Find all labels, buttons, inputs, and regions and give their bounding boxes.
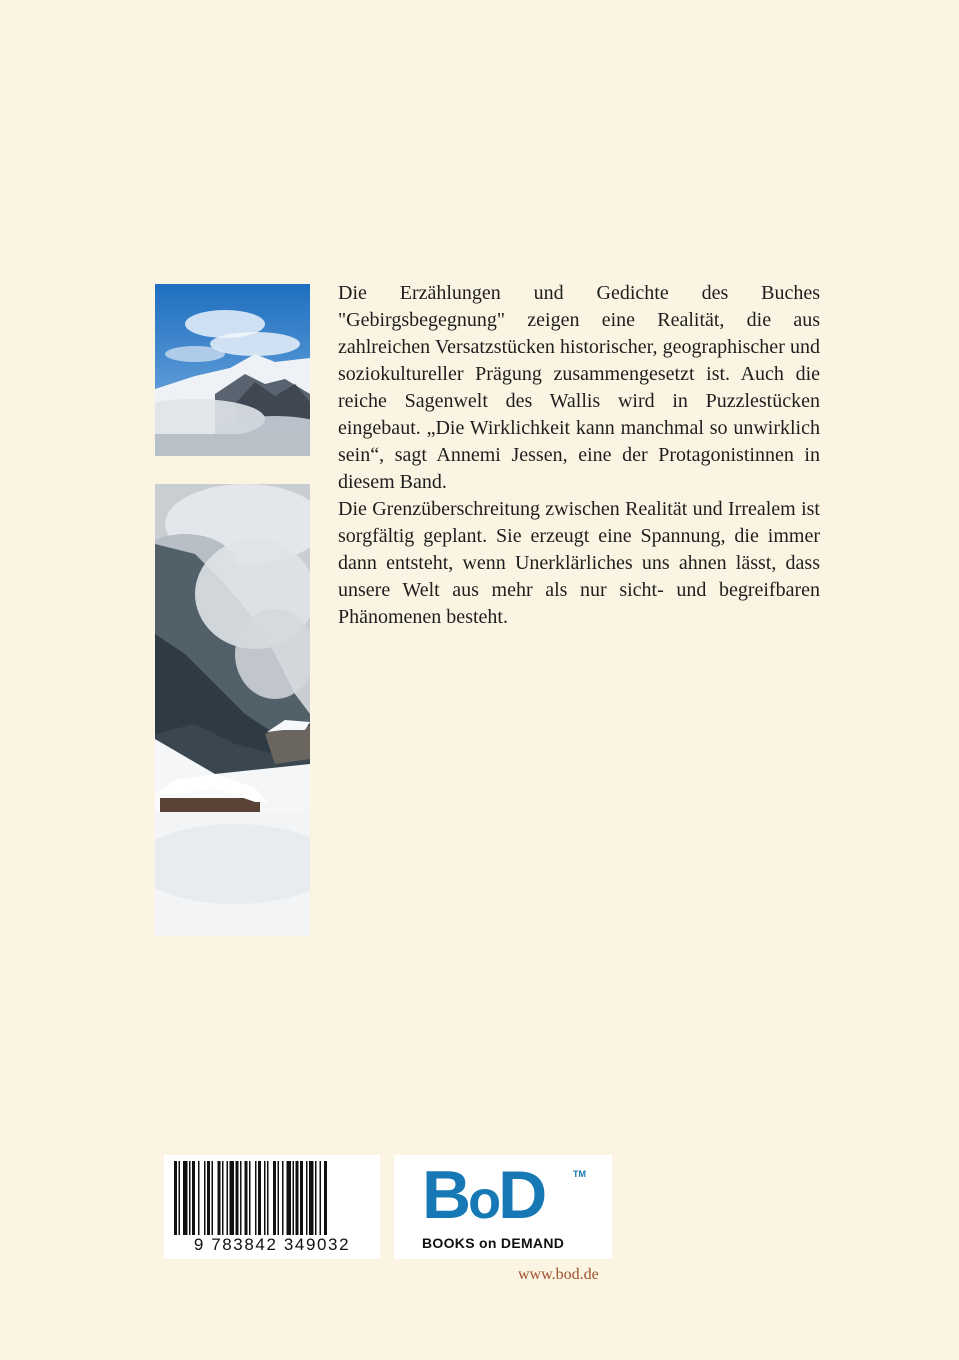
barcode-bar xyxy=(300,1161,303,1237)
barcode-bar xyxy=(278,1161,280,1237)
barcode-bar xyxy=(174,1161,177,1237)
barcode-bar xyxy=(282,1161,284,1237)
barcode-bar xyxy=(192,1161,195,1237)
snowy-valley-photo xyxy=(155,484,310,936)
barcode-bar xyxy=(240,1161,242,1237)
blurb-paragraph-1: Die Erzählungen und Gedichte des Buches "Gebirgsbegegnung" zeigen eine Realität, die aus zahlreichen Versatzstücken historischer, geographischer und soziokultureller Prägung zusammengesetzt ist. Auch die reiche Sagenwelt des Wallis wird in Puzzlestücken eingebaut. „Die Wirklichkeit kann manchmal so unwirklich sein“, sagt Annemi Jessen, eine der Protagonistinnen in diesem Band. xyxy=(338,282,820,493)
publisher-url[interactable]: www.bod.de xyxy=(518,1266,599,1283)
isbn-barcode xyxy=(164,1155,380,1259)
barcode-bar xyxy=(204,1161,206,1237)
barcode-bar xyxy=(306,1161,308,1237)
barcode-bar xyxy=(293,1161,295,1237)
mountain-photo-top xyxy=(155,284,310,456)
blurb-paragraph-2: Die Grenzüberschreitung zwischen Realität und Irrealem ist sorgfältig geplant. Sie erzeugt eine Spannung, die immer dann entsteht, wenn Unerklärliches uns ahnen lässt, dass unsere Welt aus mehr als nur sicht- und begreifbaren Phänomenen besteht. xyxy=(338,498,820,628)
publisher-logo xyxy=(394,1155,612,1259)
barcode-bar xyxy=(212,1161,214,1237)
barcode-bar xyxy=(309,1161,314,1237)
barcode-bar xyxy=(324,1161,327,1237)
trademark-mark: TM xyxy=(573,1169,586,1179)
barcode-bars xyxy=(168,1161,376,1237)
barcode-bar xyxy=(267,1161,269,1237)
barcode-bar xyxy=(287,1161,292,1237)
back-cover-blurb xyxy=(338,280,820,631)
barcode-bar xyxy=(315,1161,317,1237)
barcode-bar xyxy=(245,1161,248,1237)
barcode-bar xyxy=(198,1161,200,1237)
bod-logo-d: D xyxy=(498,1157,545,1233)
barcode-bar xyxy=(258,1161,261,1237)
isbn-number: 9 783842 349032 xyxy=(164,1235,380,1255)
barcode-bar xyxy=(222,1161,224,1237)
barcode-bar xyxy=(255,1161,257,1237)
barcode-bar xyxy=(218,1161,221,1237)
bod-logo-text xyxy=(422,1159,544,1236)
publisher-tagline: BOOKS on DEMAND xyxy=(422,1235,565,1251)
barcode-bar xyxy=(320,1161,322,1237)
barcode-bar xyxy=(227,1161,229,1237)
barcode-bar xyxy=(189,1161,191,1237)
barcode-bar xyxy=(207,1161,210,1237)
barcode-bar xyxy=(296,1161,299,1237)
bod-logo-o: o xyxy=(468,1170,499,1230)
barcode-bar xyxy=(264,1161,266,1237)
barcode-bar xyxy=(183,1161,188,1237)
barcode-bar xyxy=(236,1161,239,1237)
barcode-bar xyxy=(273,1161,276,1237)
bod-logo-b: B xyxy=(422,1157,469,1233)
barcode-bar xyxy=(249,1161,251,1237)
barcode-bar xyxy=(179,1161,181,1237)
barcode-bar xyxy=(230,1161,235,1237)
